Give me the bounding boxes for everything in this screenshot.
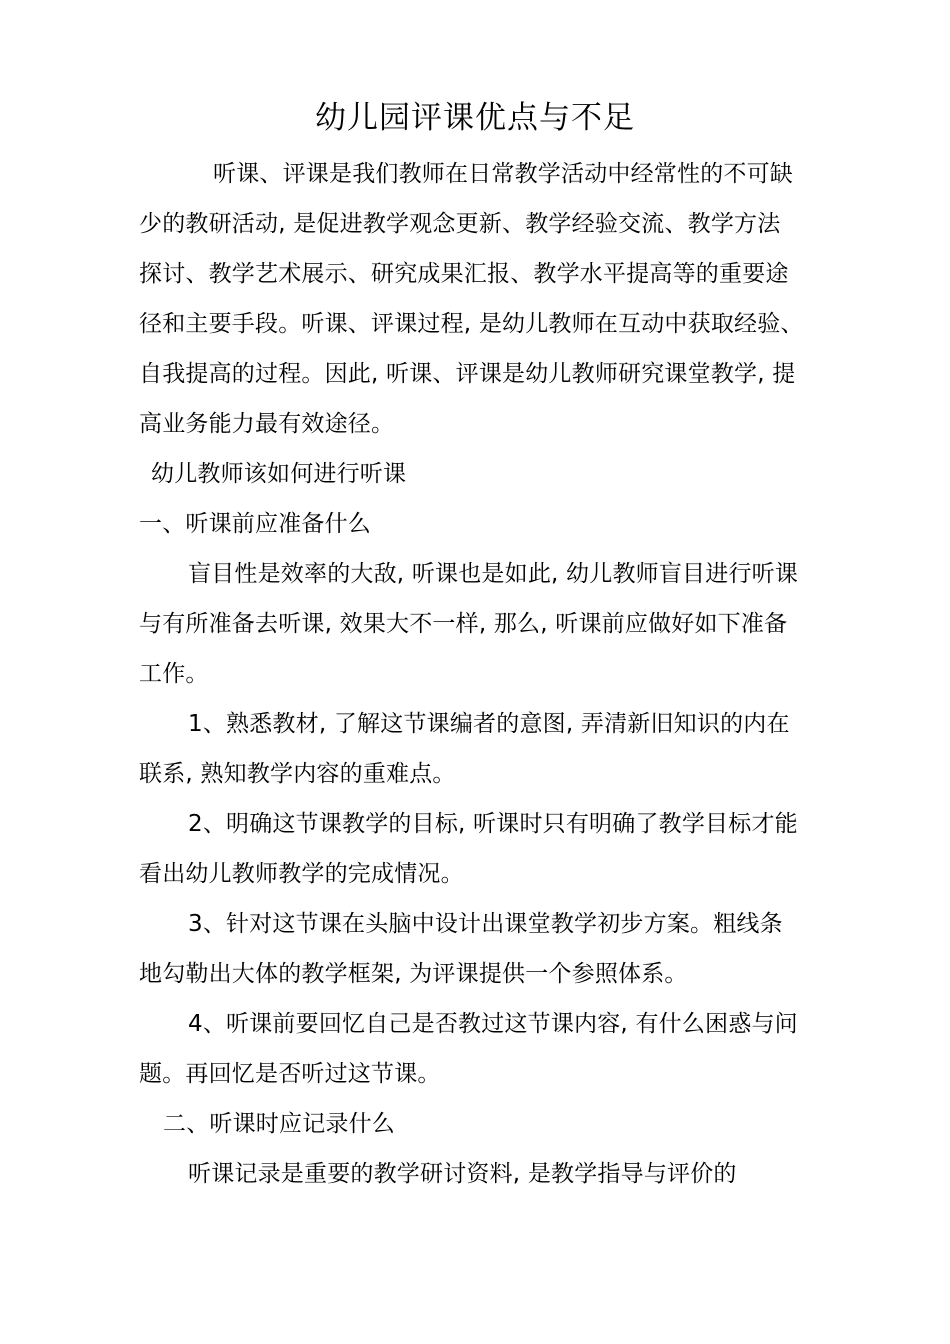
paragraph-line: 探讨、教学艺术展示、研究成果汇报、教学水平提高等的重要途 bbox=[139, 261, 789, 287]
list-item-line: 1、熟悉教材, 了解这节课编者的意图, 弄清新旧知识的内在 bbox=[188, 711, 790, 737]
list-item-line: 看出幼儿教师教学的完成情况。 bbox=[139, 861, 464, 887]
list-item-line: 2、明确这节课教学的目标, 听课时只有明确了教学目标才能 bbox=[188, 811, 798, 837]
list-item-line: 4、听课前要回忆自己是否教过这节课内容, 有什么困惑与问 bbox=[188, 1011, 798, 1037]
section-heading: 二、听课时应记录什么 bbox=[163, 1111, 395, 1137]
document-title: 幼儿园评课优点与不足 bbox=[315, 100, 635, 136]
paragraph-line: 听课记录是重要的教学研讨资料, 是教学指导与评价的 bbox=[188, 1161, 737, 1187]
list-item-line: 联系, 熟知教学内容的重难点。 bbox=[139, 761, 456, 787]
paragraph-line: 径和主要手段。听课、评课过程, 是幼儿教师在互动中获取经验、 bbox=[139, 311, 804, 337]
list-item-line: 3、针对这节课在头脑中设计出课堂教学初步方案。粗线条 bbox=[188, 911, 783, 937]
list-item-line: 题。再回忆是否听过这节课。 bbox=[139, 1061, 441, 1087]
section-heading: 幼儿教师该如何进行听课 bbox=[151, 461, 407, 487]
paragraph-line: 工作。 bbox=[139, 661, 209, 687]
section-heading: 一、听课前应准备什么 bbox=[139, 511, 371, 537]
paragraph-line: 盲目性是效率的大敌, 听课也是如此, 幼儿教师盲目进行听课 bbox=[188, 561, 799, 587]
paragraph-line: 听课、评课是我们教师在日常教学活动中经常性的不可缺 bbox=[213, 161, 793, 187]
paragraph-line: 自我提高的过程。因此, 听课、评课是幼儿教师研究课堂教学, 提 bbox=[139, 361, 796, 387]
paragraph-line: 少的教研活动, 是促进教学观念更新、教学经验交流、教学方法 bbox=[139, 211, 781, 237]
paragraph-line: 高业务能力最有效途径。 bbox=[139, 411, 395, 437]
paragraph-line: 与有所准备去听课, 效果大不一样, 那么, 听课前应做好如下准备 bbox=[139, 611, 788, 637]
list-item-line: 地勾勒出大体的教学框架, 为评课提供一个参照体系。 bbox=[139, 961, 688, 987]
